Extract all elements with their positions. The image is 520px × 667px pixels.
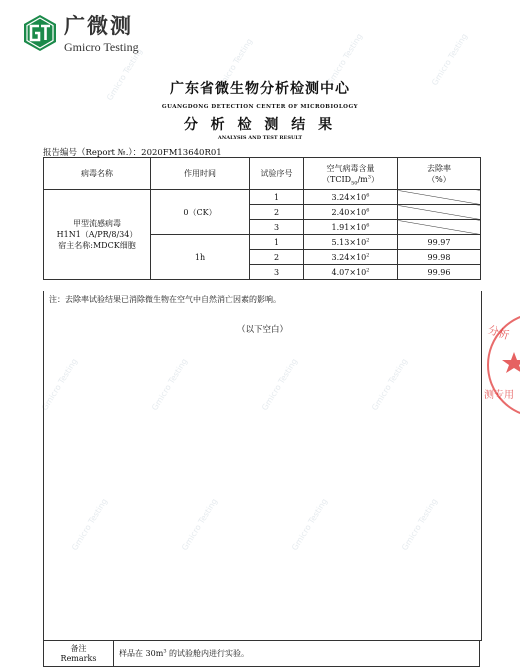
seq-cell: 1	[250, 235, 304, 250]
header-conc-sub: 50	[351, 180, 358, 187]
table-row	[44, 190, 481, 205]
concentration-cell: $1.91\times 10^6$	[304, 220, 398, 235]
header-concentration	[304, 158, 398, 190]
seq-cell: 2	[250, 250, 304, 265]
watermark-text: Gmicro Testing	[150, 356, 190, 413]
table-header-row	[44, 158, 481, 190]
seq-cell: 3	[250, 265, 304, 280]
concentration-cell: $2.40\times 10^6$	[304, 205, 398, 220]
watermark-text: Gmicro Testing	[370, 356, 410, 413]
time-cell-1h: 1h	[151, 235, 250, 280]
seq-cell: 2	[250, 205, 304, 220]
header-conc-sup: 3	[367, 173, 371, 180]
removal-cell-empty	[398, 190, 481, 205]
virus-host-line: 宿主名称:MDCK细胞	[58, 241, 136, 250]
gt-logo-icon	[22, 14, 58, 52]
removal-cell-empty	[398, 220, 481, 235]
center-title-en: GUANGDONG DETECTION CENTER OF MICROBIOLOGY	[161, 104, 359, 110]
watermark-text: Gmicro Testing	[180, 496, 220, 553]
header-removal-rate	[398, 158, 481, 190]
remarks-text: 样品在 $30m^3$ 的试验舱内进行实验。	[114, 641, 480, 667]
company-logo	[22, 14, 139, 54]
header-conc-post: ）	[370, 174, 379, 184]
concentration-cell: $5.13\times 10^2$	[304, 235, 398, 250]
header-removal-line2: （%）	[427, 174, 451, 184]
removal-cell: 99.97	[398, 235, 481, 250]
watermark-text: Gmicro Testing	[105, 46, 145, 103]
header-conc-mid: /m	[357, 174, 368, 184]
blank-below-text: （以下空白）	[236, 325, 288, 335]
header-virus-name: 病毒名称	[44, 158, 151, 190]
center-title-cn: 广东省微生物分析检测中心	[170, 81, 350, 97]
remarks-label-en: Remarks	[60, 653, 97, 663]
virus-name-cell	[44, 190, 151, 280]
virus-name-line2: H1N1（A/PR/8/34）	[56, 230, 138, 239]
watermark-text: Gmicro Testing	[215, 36, 255, 93]
remarks-table	[43, 640, 480, 667]
header-seq: 试验序号	[250, 158, 304, 190]
header-conc-pre: （TCID	[322, 174, 352, 184]
watermark-text: Gmicro Testing	[400, 496, 440, 553]
official-seal-stamp	[478, 300, 520, 430]
watermark-text: Gmicro Testing	[260, 356, 300, 413]
watermark-text: Gmicro Testing	[70, 496, 110, 553]
remarks-label-cn: 备注	[70, 643, 87, 653]
virus-name-line1: 甲型流感病毒	[73, 219, 121, 228]
header-conc-line1: 空气病毒含量	[326, 163, 375, 173]
concentration-cell: $3.24\times 10^6$	[304, 190, 398, 205]
logo-english-name: Gmicro Testing	[64, 40, 139, 54]
watermark-text: Gmicro Testing	[325, 31, 365, 88]
header-removal-line1: 去除率	[427, 163, 451, 173]
seq-cell: 1	[250, 190, 304, 205]
removal-cell: 99.98	[398, 250, 481, 265]
concentration-cell: $4.07\times 10^2$	[304, 265, 398, 280]
stamp-text-top: 分析	[486, 323, 511, 343]
results-table	[43, 157, 481, 280]
stamp-text-bottom: 测专用	[484, 390, 514, 401]
header-time: 作用时间	[151, 158, 250, 190]
watermark-text: Gmicro Testing	[290, 496, 330, 553]
removal-cell: 99.96	[398, 265, 481, 280]
remarks-row	[44, 641, 480, 667]
result-title-en: ANALYSIS AND TEST RESULT	[217, 135, 303, 141]
concentration-cell: $3.24\times 10^2$	[304, 250, 398, 265]
report-number: 报告编号（Report №.）：2020FM13640R01	[43, 148, 222, 158]
watermark-text: Gmicro Testing	[430, 31, 470, 88]
removal-cell-empty	[398, 205, 481, 220]
note-box	[43, 291, 482, 641]
logo-chinese-name: 广微测	[64, 14, 133, 38]
seq-cell: 3	[250, 220, 304, 235]
watermark-text: Gmicro Testing	[40, 356, 80, 413]
remarks-label	[44, 641, 114, 667]
time-cell-ck: 0（CK）	[151, 190, 250, 235]
result-title-cn: 分 析 检 测 结 果	[183, 117, 337, 133]
note-text: 注：去除率试验结果已消除微生物在空气中自然消亡因素的影响。	[49, 295, 281, 304]
